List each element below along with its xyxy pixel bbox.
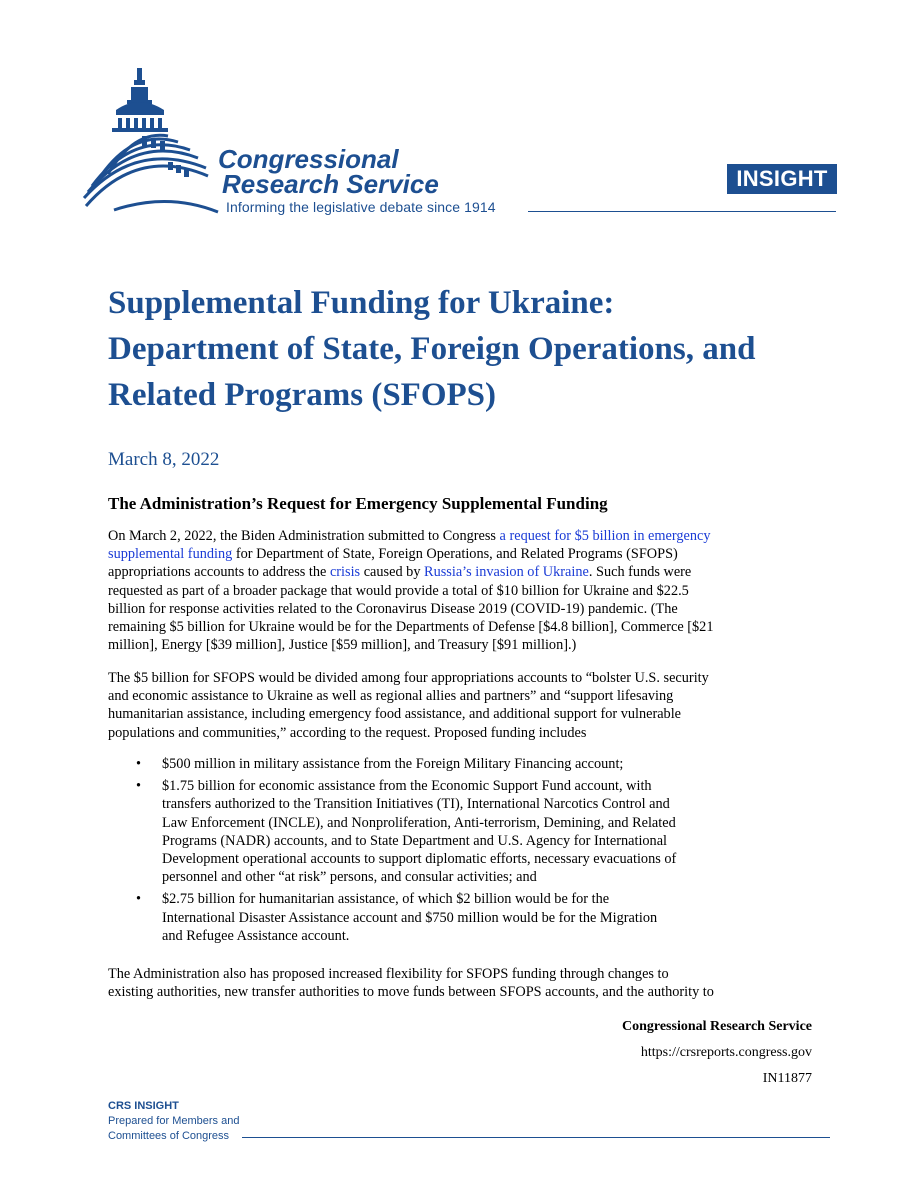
text-line: personnel and other “at risk” persons, and consular activities; and <box>162 869 537 886</box>
list-item <box>108 755 676 773</box>
text-line: $2.75 billion for humanitarian assistance, of which $2 billion would be for the <box>162 891 610 908</box>
footer-divider <box>242 1137 830 1138</box>
report-date: March 8, 2022 <box>108 449 220 470</box>
footer-series-title: CRS INSIGHT <box>108 1100 179 1112</box>
text-line: The $5 billion for SFOPS would be divided among four appropriations accounts to “bolster U.S. security <box>108 670 709 686</box>
request-link-continued[interactable]: supplemental funding <box>108 546 233 563</box>
bullet-icon: • <box>136 778 142 795</box>
text-line: remaining $5 billion for Ukraine would be for the Departments of Defense [$4.8 billion], Commerce [$21 <box>108 619 714 636</box>
text-line: requested as part of a broader package that would provide a total of $10 billion for Ukraine and $22.5 <box>108 582 689 599</box>
text-line: transfers authorized to the Transition Initiatives (TI), International Narcotics Control and <box>162 796 670 813</box>
text-line: International Disaster Assistance account and $750 million would be for the Migration <box>162 909 658 926</box>
footer-citation <box>622 1014 812 1092</box>
text-run: for Department of State, Foreign Operations, and Related Programs (SFOPS) <box>232 546 678 563</box>
paragraph-3 <box>108 965 714 1001</box>
text-line <box>108 527 713 545</box>
footer-series-label <box>108 1099 239 1144</box>
text-line: existing authorities, new transfer authorities to move funds between SFOPS accounts, and the authority to <box>108 984 714 1001</box>
crisis-link[interactable]: crisis <box>329 564 361 581</box>
paragraph-2 <box>108 669 709 742</box>
text-line: Law Enforcement (INCLE), and Nonproliferation, Anti-terrorism, Demining, and Related <box>162 814 676 831</box>
bullet-icon: • <box>136 756 142 772</box>
header-divider <box>528 211 836 212</box>
text-line: The Administration also has proposed increased flexibility for SFOPS funding through changes to <box>108 966 669 982</box>
invasion-link[interactable]: Russia’s invasion of Ukraine <box>424 564 589 581</box>
list-item <box>108 890 676 945</box>
text-line <box>108 545 713 563</box>
text-line: and Refugee Assistance account. <box>162 927 350 944</box>
footer-series-line: Committees of Congress <box>108 1130 230 1142</box>
bullet-icon: • <box>136 891 142 908</box>
capitol-dome-logo-icon <box>78 66 228 216</box>
list-item <box>108 777 676 886</box>
text-line: $1.75 billion for economic assistance from the Economic Support Fund account, with <box>162 778 652 795</box>
text-line: million], Energy [$39 million], Justice [$59 million], and Treasury [$91 million].) <box>108 637 577 654</box>
text-line: Development operational accounts to support diplomatic efforts, necessary evacuations of <box>162 851 677 868</box>
logo-tagline: Informing the legislative debate since 1914 <box>226 199 496 215</box>
text-line: humanitarian assistance, including emergency food assistance, and additional support for vulnerable <box>108 706 682 723</box>
page-title <box>108 280 828 418</box>
logo-wordmark-line1: Congressional <box>218 144 399 174</box>
text-line: billion for response activities related to the Coronavirus Disease 2019 (COVID-19) pandemic. (The <box>108 600 678 617</box>
footer-org: Congressional Research Service <box>621 1019 812 1034</box>
text-run: caused by <box>360 564 425 581</box>
paragraph-1 <box>108 527 713 654</box>
text-line: and economic assistance to Ukraine as well as regional allies and partners” and “support lifesaving <box>108 688 674 705</box>
text-line: populations and communities,” according to the request. Proposed funding includes <box>108 724 587 741</box>
text-line: Programs (NADR) accounts, and to State Department and U.S. Agency for International <box>162 832 668 849</box>
title-line: Department of State, Foreign Operations, and <box>108 331 756 367</box>
footer-url[interactable]: https://crsreports.congress.gov <box>640 1045 812 1060</box>
footer-series-line: Prepared for Members and <box>108 1115 240 1127</box>
funding-bullet-list <box>108 755 676 949</box>
text-run: On March 2, 2022, the Biden Administration submitted to Congress <box>108 528 500 544</box>
text-run: . Such funds were <box>588 564 692 581</box>
text-line <box>108 563 713 581</box>
logo-wordmark-line2: Research Service <box>222 169 439 199</box>
footer-report-id: IN11877 <box>762 1071 812 1086</box>
section-heading: The Administration’s Request for Emergency Supplemental Funding <box>108 494 608 513</box>
request-link[interactable]: a request for $5 billion in emergency <box>499 528 711 544</box>
text-run: appropriations accounts to address the <box>108 564 330 581</box>
text-line: $500 million in military assistance from the Foreign Military Financing account; <box>162 756 624 772</box>
insight-badge: INSIGHT <box>727 164 837 194</box>
title-line: Related Programs (SFOPS) <box>108 377 496 413</box>
title-line: Supplemental Funding for Ukraine: <box>108 285 615 321</box>
